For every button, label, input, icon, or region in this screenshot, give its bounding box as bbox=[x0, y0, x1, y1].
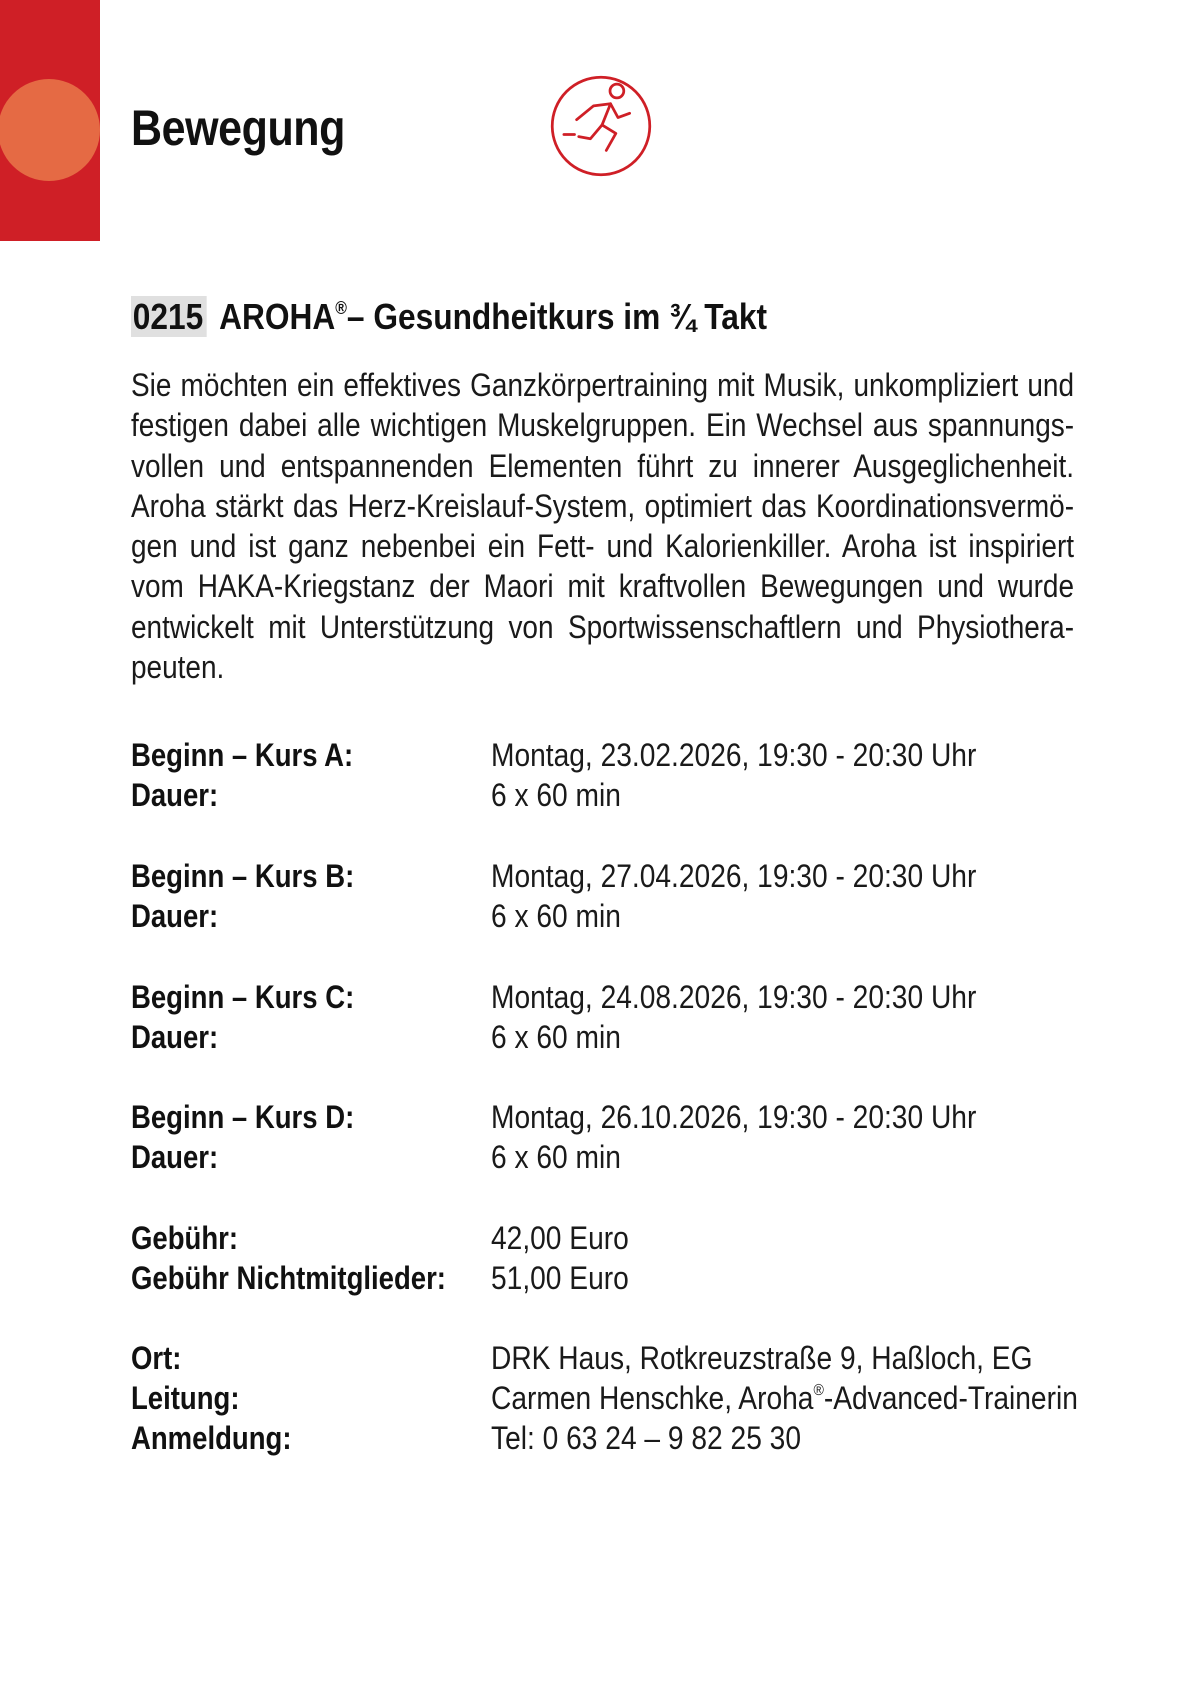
registered-mark: ® bbox=[335, 298, 347, 318]
course-number: 0215 bbox=[131, 296, 207, 337]
section-marker-dot bbox=[0, 79, 100, 181]
session-start-value: Montag, 26.10.2026, 19:30 - 20:30 Uhr bbox=[491, 1099, 977, 1135]
session-duration-label: Dauer: bbox=[131, 1019, 219, 1055]
session-duration-label: Dauer: bbox=[131, 777, 219, 813]
section-title: Bewegung bbox=[131, 100, 345, 156]
location-row bbox=[131, 1338, 1111, 1378]
fee-non-member-label: Gebühr Nichtmitglieder: bbox=[131, 1260, 446, 1296]
session-start-value: Montag, 27.04.2026, 19:30 - 20:30 Uhr bbox=[491, 858, 977, 894]
course-heading bbox=[131, 294, 767, 340]
fee-row bbox=[131, 1218, 1111, 1258]
registered-mark: ® bbox=[813, 1382, 824, 1399]
location-label: Ort: bbox=[131, 1340, 182, 1376]
session-c-start-row bbox=[131, 977, 1111, 1017]
session-start-label: Beginn – Kurs D: bbox=[131, 1099, 355, 1135]
fee-non-member-row bbox=[131, 1258, 1111, 1298]
instructor-value bbox=[491, 1378, 1078, 1418]
session-d-start-row bbox=[131, 1097, 1111, 1137]
session-duration-value: 6 x 60 min bbox=[491, 898, 621, 934]
fee-label: Gebühr: bbox=[131, 1220, 239, 1256]
course-title: – Gesundheitkurs im ¾ Takt bbox=[346, 296, 768, 337]
session-duration-value: 6 x 60 min bbox=[491, 1139, 621, 1175]
course-title-brand: AROHA bbox=[219, 296, 336, 337]
session-c-duration-row bbox=[131, 1017, 1111, 1057]
fee-value: 42,00 Euro bbox=[491, 1220, 629, 1256]
session-duration-label: Dauer: bbox=[131, 898, 219, 934]
registration-label: Anmeldung: bbox=[131, 1420, 292, 1456]
location-value: DRK Haus, Rotkreuzstraße 9, Haßloch, EG bbox=[491, 1340, 1033, 1376]
instructor-qualification: -Advanced-Trainerin bbox=[823, 1380, 1078, 1416]
session-b-start-row bbox=[131, 856, 1111, 896]
session-b-duration-row bbox=[131, 896, 1111, 936]
instructor-label: Leitung: bbox=[131, 1380, 240, 1416]
session-start-label: Beginn – Kurs B: bbox=[131, 858, 355, 894]
registration-row bbox=[131, 1418, 1111, 1458]
session-d-duration-row bbox=[131, 1137, 1111, 1177]
registration-phone: Tel: 0 63 24 – 9 82 25 30 bbox=[491, 1420, 802, 1456]
session-start-label: Beginn – Kurs A: bbox=[131, 737, 354, 773]
session-a-start-row bbox=[131, 735, 1111, 775]
session-duration-label: Dauer: bbox=[131, 1139, 219, 1175]
course-description: Sie möchten ein effektives Ganzkörpertraining mit Musik, unkompliziert und festigen dabei alle wichtigen Muskelgruppen. Ein Wechsel aus spannungsvollen und entspannenden Elementen führt zu innerer Ausgeglichenheit. Aroha stärkt das Herz-Kreislauf-System, optimiert das Koordinationsvermögen und ist ganz nebenbei ein Fett- und Kalorienkiller. Aroha ist inspiriert vom HAKA-Kriegstanz der Maori mit kraftvollen Bewegungen und wurde entwickelt mit Unterstützung von Sportwissenschaftlern und Physiotherapeuten. bbox=[131, 367, 1075, 686]
session-start-label: Beginn – Kurs C: bbox=[131, 979, 355, 1015]
session-start-value: Montag, 24.08.2026, 19:30 - 20:30 Uhr bbox=[491, 979, 977, 1015]
fee-non-member-value: 51,00 Euro bbox=[491, 1260, 629, 1296]
session-a-duration-row bbox=[131, 775, 1111, 815]
running-person-icon bbox=[548, 73, 654, 179]
session-start-value: Montag, 23.02.2026, 19:30 - 20:30 Uhr bbox=[491, 737, 977, 773]
instructor-row bbox=[131, 1378, 1111, 1418]
session-duration-value: 6 x 60 min bbox=[491, 1019, 621, 1055]
instructor-name: Carmen Henschke, Aroha bbox=[491, 1380, 814, 1416]
session-duration-value: 6 x 60 min bbox=[491, 777, 621, 813]
